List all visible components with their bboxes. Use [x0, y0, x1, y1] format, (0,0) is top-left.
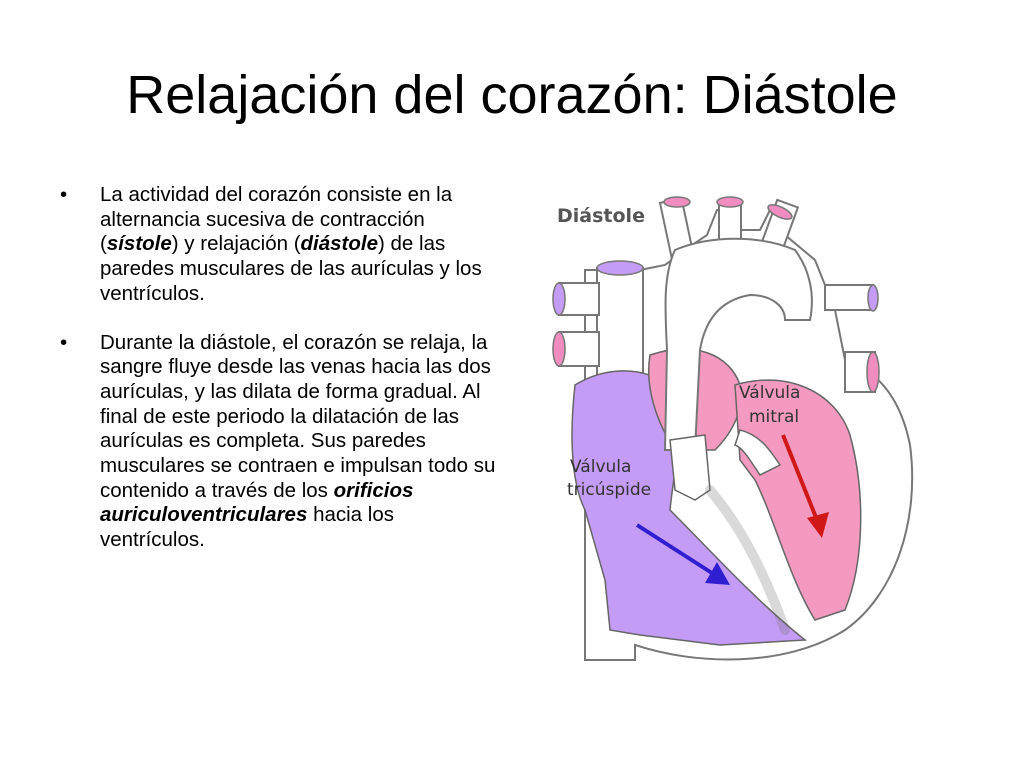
bullet-list — [60, 183, 500, 577]
emphasis-term: orificios auriculoventriculares — [100, 478, 414, 527]
bullet-text-segment: Durante la diástole, el corazón se relaja, la sangre fluye desde las venas hacia las dos aurículas, y las dilata de forma gradual. Al final de este periodo la dilatación de las aurículas es completa. Sus paredes musculares se contraen e impulsan todo su contenido a través de los — [100, 330, 496, 502]
tricuspid-label-line1: Válvula — [570, 457, 632, 477]
bullet-text-segment: ) de las paredes musculares de las aurículas y los ventrículos. — [100, 232, 482, 305]
bullet-text-segment: hacia los ventrículos. — [100, 503, 394, 552]
bullet-text — [100, 183, 482, 305]
tricuspid-valve — [670, 435, 710, 500]
tricuspid-label-line2: tricúspide — [567, 480, 652, 500]
bullet-marker: • — [60, 183, 68, 206]
mitral-label-line1: Válvula — [739, 383, 801, 403]
heart-diastole-diagram — [545, 190, 925, 665]
mitral-label-line2: mitral — [749, 407, 800, 427]
bullet-text — [100, 331, 495, 552]
diagram-heading: Diástole — [557, 205, 645, 227]
bullet-item-1 — [60, 183, 500, 307]
slide-title: Relajación del corazón: Diástole — [126, 65, 898, 125]
emphasis-term: diástole — [300, 232, 378, 256]
bullet-text-segment: ) y relajación ( — [171, 232, 301, 256]
superior-vena-cava — [597, 268, 643, 378]
bullet-item-2 — [60, 331, 500, 553]
bullet-text-segment: La actividad del corazón consiste en la alternancia sucesiva de contracción ( — [100, 183, 453, 256]
emphasis-term: sístole — [106, 232, 172, 256]
bullet-marker: • — [60, 330, 68, 354]
